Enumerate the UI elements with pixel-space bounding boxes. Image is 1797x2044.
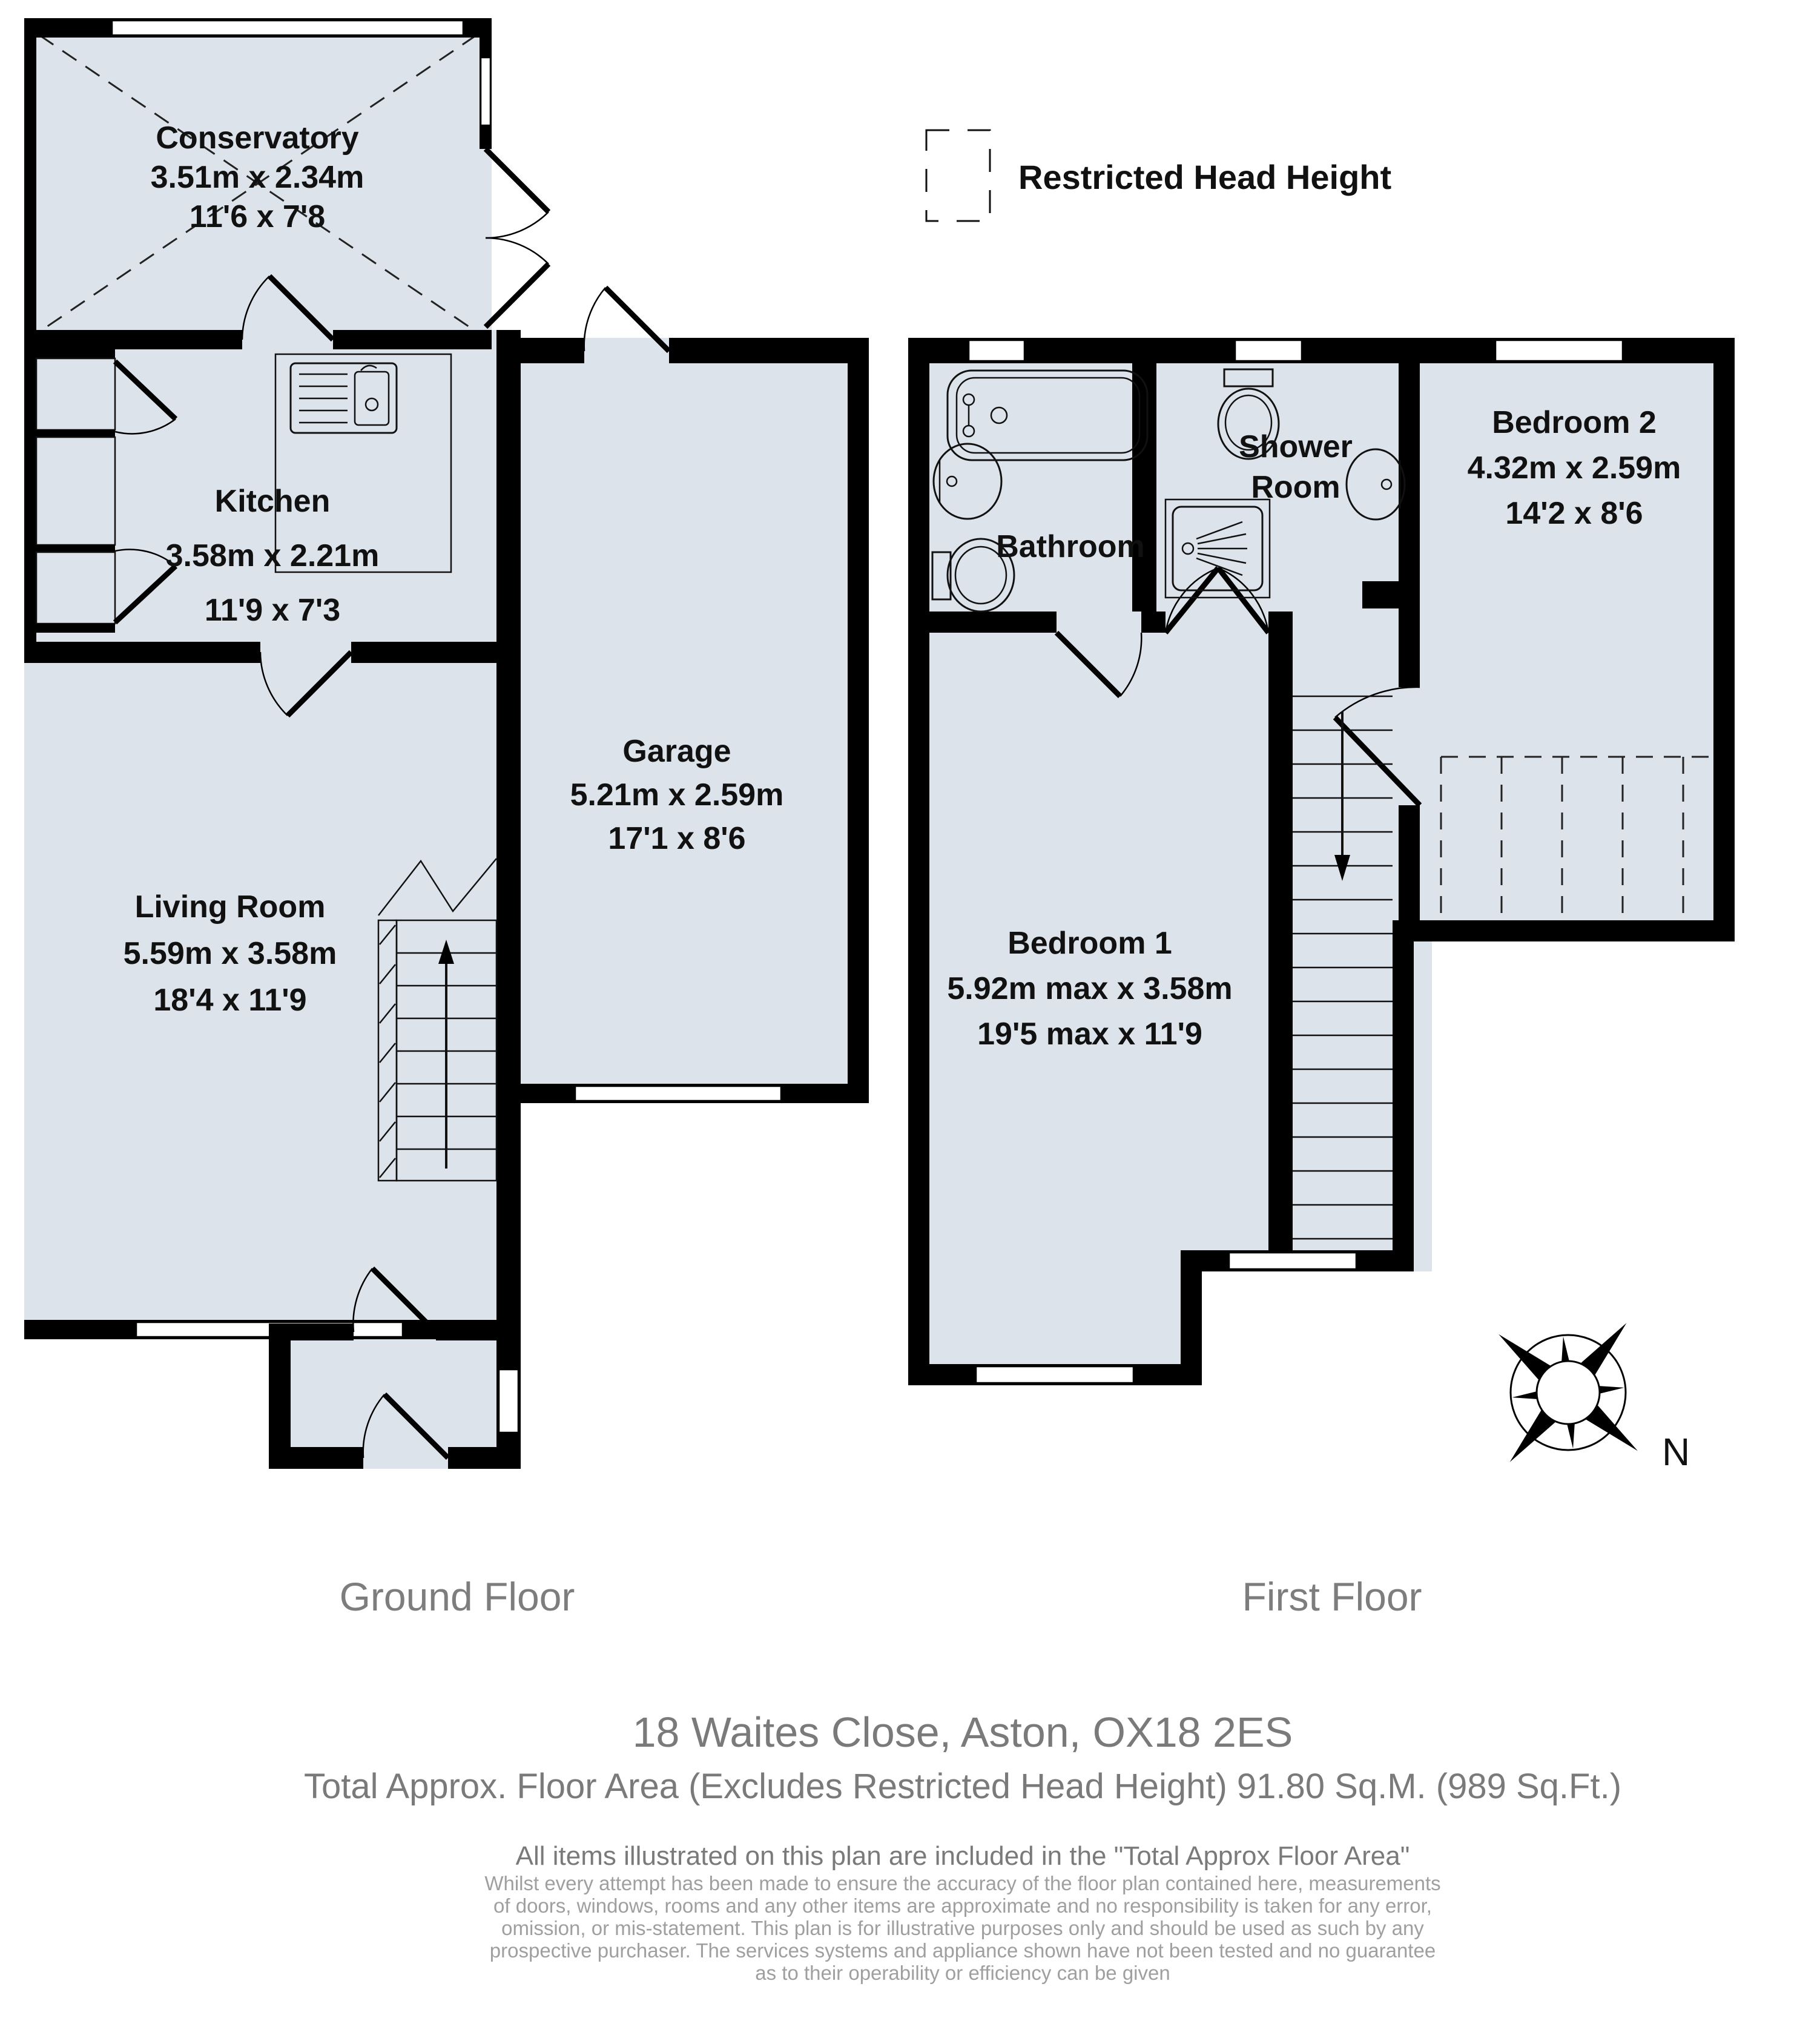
window (112, 21, 463, 35)
bathroom-label: Bathroom (996, 529, 1145, 564)
wall (24, 349, 115, 358)
wall (24, 18, 36, 349)
first-floor-plan (908, 338, 1735, 1385)
disclaimer-line: as to their operability or efficiency can be given (755, 1962, 1170, 1984)
disclaimer-line: prospective purchaser. The services systems and appliance shown have not been tested and no guarantee (489, 1939, 1436, 1962)
wall (24, 330, 242, 349)
window (1229, 1253, 1356, 1269)
wall (1268, 612, 1293, 1271)
wall (848, 338, 869, 1103)
door-swing-arc (486, 212, 549, 238)
compass-rose (1440, 1265, 1696, 1521)
wall (24, 545, 115, 552)
alcove (36, 552, 115, 624)
wall (351, 642, 521, 663)
wall (496, 330, 521, 1324)
wall (24, 624, 115, 633)
bedroom1-label: Bedroom 1 (1007, 926, 1172, 961)
wall (1399, 363, 1420, 687)
door-swing-arc (486, 238, 549, 264)
living-room-metric: 5.59m x 3.58m (123, 936, 337, 971)
wall (1362, 581, 1420, 608)
total-floor-area: Total Approx. Floor Area (Excludes Restricted Head Height) 91.80 Sq.M. (989 Sq.Ft.) (303, 1767, 1622, 1806)
address: 18 Waites Close, Aston, OX18 2ES (632, 1709, 1293, 1756)
bedroom1-imperial: 19'5 max x 11'9 (977, 1017, 1202, 1052)
wall (1141, 612, 1166, 633)
bedroom2-imperial: 14'2 x 8'6 (1505, 496, 1643, 531)
window (969, 340, 1024, 361)
alcove (36, 358, 115, 430)
wall (908, 338, 929, 1385)
shower-room-label-1: Shower (1239, 429, 1353, 464)
ground-floor-title: Ground Floor (339, 1574, 575, 1619)
garage-floor (496, 338, 869, 1103)
wall (521, 338, 584, 363)
alcove (36, 437, 115, 545)
disclaimer-line: Whilst every attempt has been made to ensure the accuracy of the floor plan contained here, measurements (484, 1872, 1441, 1894)
wall (1132, 363, 1156, 612)
north-label: N (1662, 1430, 1690, 1474)
window (1495, 340, 1623, 361)
wall (24, 349, 36, 651)
window (976, 1367, 1133, 1383)
disclaimer-line: omission, or mis-statement. This plan is for illustrative purposes only and should be used as such by any (501, 1917, 1424, 1939)
kitchen-metric: 3.58m x 2.21m (165, 538, 380, 573)
shower-room-label-2: Room (1251, 470, 1340, 505)
living-room-imperial: 18'4 x 11'9 (153, 983, 307, 1018)
garage-label: Garage (622, 734, 731, 769)
bedroom1-metric: 5.92m max x 3.58m (947, 971, 1233, 1006)
wall (1713, 338, 1735, 941)
conservatory-metric: 3.51m x 2.34m (150, 160, 364, 195)
garage-imperial: 17'1 x 8'6 (608, 821, 746, 856)
legend (926, 130, 1391, 221)
first-floor-title: First Floor (1242, 1574, 1422, 1619)
wall (908, 612, 1057, 633)
bedroom2-label: Bedroom 2 (1492, 405, 1657, 440)
wall (24, 642, 260, 663)
conservatory-imperial: 11'6 x 7'8 (189, 199, 326, 234)
first-floor-west-floor (908, 338, 1432, 1385)
wall (24, 430, 115, 437)
included-note: All items illustrated on this plan are included in the "Total Approx Floor Area" (515, 1841, 1410, 1871)
wall (333, 330, 492, 349)
wall (1393, 920, 1414, 1271)
wall (669, 338, 869, 363)
living-room-label: Living Room (134, 889, 326, 925)
french-door-leaf (486, 149, 549, 212)
restricted-head-height-symbol (926, 130, 990, 221)
french-door-leaf (486, 264, 549, 327)
kitchen-label: Kitchen (214, 484, 331, 519)
bedroom2-metric: 4.32m x 2.59m (1467, 450, 1681, 486)
garage-metric: 5.21m x 2.59m (570, 777, 784, 813)
window (575, 1086, 781, 1101)
window (499, 1370, 518, 1432)
window (1235, 340, 1302, 361)
kitchen-imperial: 11'9 x 7'3 (204, 593, 341, 628)
legend-label: Restricted Head Height (1018, 158, 1392, 196)
conservatory-label: Conservatory (156, 120, 359, 156)
disclaimer-line: of doors, windows, rooms and any other items are approximate and no responsibility is taken for any error, (493, 1894, 1432, 1917)
window (481, 58, 490, 125)
wall (1399, 920, 1735, 941)
ground-floor-plan (24, 18, 869, 1469)
